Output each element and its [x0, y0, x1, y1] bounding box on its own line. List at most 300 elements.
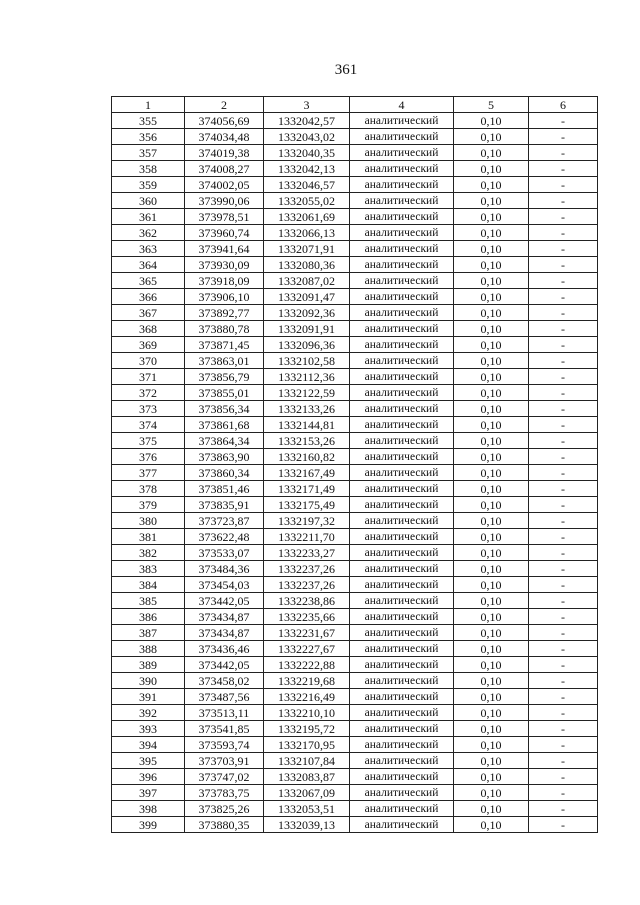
- method-cell: аналитический: [350, 385, 454, 401]
- note-cell: -: [529, 497, 598, 513]
- y-coordinate-cell: 1332039,13: [264, 817, 350, 833]
- y-coordinate-cell: 1332144,81: [264, 417, 350, 433]
- accuracy-cell: 0,10: [454, 209, 529, 225]
- method-cell: аналитический: [350, 161, 454, 177]
- x-coordinate-cell: 373880,35: [185, 817, 264, 833]
- y-coordinate-cell: 1332237,26: [264, 577, 350, 593]
- y-coordinate-cell: 1332040,35: [264, 145, 350, 161]
- note-cell: -: [529, 785, 598, 801]
- method-cell: аналитический: [350, 177, 454, 193]
- point-number-cell: 355: [112, 113, 185, 129]
- table-row: [112, 705, 598, 721]
- accuracy-cell: 0,10: [454, 401, 529, 417]
- x-coordinate-cell: 373703,91: [185, 753, 264, 769]
- note-cell: -: [529, 193, 598, 209]
- table-row: [112, 417, 598, 433]
- method-cell: аналитический: [350, 129, 454, 145]
- accuracy-cell: 0,10: [454, 177, 529, 193]
- x-coordinate-cell: 374008,27: [185, 161, 264, 177]
- point-number-cell: 398: [112, 801, 185, 817]
- note-cell: -: [529, 337, 598, 353]
- note-cell: -: [529, 561, 598, 577]
- x-coordinate-cell: 373454,03: [185, 577, 264, 593]
- x-coordinate-cell: 373835,91: [185, 497, 264, 513]
- point-number-cell: 389: [112, 657, 185, 673]
- table-row: [112, 785, 598, 801]
- method-cell: аналитический: [350, 417, 454, 433]
- y-coordinate-cell: 1332096,36: [264, 337, 350, 353]
- accuracy-cell: 0,10: [454, 577, 529, 593]
- accuracy-cell: 0,10: [454, 689, 529, 705]
- note-cell: -: [529, 401, 598, 417]
- table-row: [112, 577, 598, 593]
- table-row: [112, 161, 598, 177]
- accuracy-cell: 0,10: [454, 785, 529, 801]
- method-cell: аналитический: [350, 737, 454, 753]
- accuracy-cell: 0,10: [454, 593, 529, 609]
- x-coordinate-cell: 373855,01: [185, 385, 264, 401]
- accuracy-cell: 0,10: [454, 113, 529, 129]
- table-header-row: [112, 97, 598, 113]
- method-cell: аналитический: [350, 305, 454, 321]
- table-row: [112, 769, 598, 785]
- note-cell: -: [529, 273, 598, 289]
- note-cell: -: [529, 225, 598, 241]
- point-number-cell: 366: [112, 289, 185, 305]
- y-coordinate-cell: 1332219,68: [264, 673, 350, 689]
- method-cell: аналитический: [350, 225, 454, 241]
- point-number-cell: 356: [112, 129, 185, 145]
- note-cell: -: [529, 625, 598, 641]
- y-coordinate-cell: 1332067,09: [264, 785, 350, 801]
- note-cell: -: [529, 593, 598, 609]
- point-number-cell: 390: [112, 673, 185, 689]
- point-number-cell: 360: [112, 193, 185, 209]
- table-row: [112, 113, 598, 129]
- note-cell: -: [529, 449, 598, 465]
- x-coordinate-cell: 374002,05: [185, 177, 264, 193]
- accuracy-cell: 0,10: [454, 129, 529, 145]
- table-row: [112, 625, 598, 641]
- point-number-cell: 391: [112, 689, 185, 705]
- method-cell: аналитический: [350, 513, 454, 529]
- x-coordinate-cell: 373851,46: [185, 481, 264, 497]
- note-cell: -: [529, 465, 598, 481]
- y-coordinate-cell: 1332197,32: [264, 513, 350, 529]
- accuracy-cell: 0,10: [454, 449, 529, 465]
- x-coordinate-cell: 373513,11: [185, 705, 264, 721]
- y-coordinate-cell: 1332083,87: [264, 769, 350, 785]
- table-row: [112, 513, 598, 529]
- y-coordinate-cell: 1332092,36: [264, 305, 350, 321]
- note-cell: -: [529, 385, 598, 401]
- note-cell: -: [529, 289, 598, 305]
- accuracy-cell: 0,10: [454, 817, 529, 833]
- method-cell: аналитический: [350, 257, 454, 273]
- note-cell: -: [529, 689, 598, 705]
- point-number-cell: 374: [112, 417, 185, 433]
- y-coordinate-cell: 1332211,70: [264, 529, 350, 545]
- note-cell: -: [529, 657, 598, 673]
- point-number-cell: 359: [112, 177, 185, 193]
- accuracy-cell: 0,10: [454, 433, 529, 449]
- y-coordinate-cell: 1332087,02: [264, 273, 350, 289]
- note-cell: -: [529, 321, 598, 337]
- table-row: [112, 401, 598, 417]
- point-number-cell: 392: [112, 705, 185, 721]
- table-row: [112, 129, 598, 145]
- accuracy-cell: 0,10: [454, 769, 529, 785]
- y-coordinate-cell: 1332238,86: [264, 593, 350, 609]
- y-coordinate-cell: 1332122,59: [264, 385, 350, 401]
- note-cell: -: [529, 113, 598, 129]
- y-coordinate-cell: 1332043,02: [264, 129, 350, 145]
- y-coordinate-cell: 1332170,95: [264, 737, 350, 753]
- method-cell: аналитический: [350, 689, 454, 705]
- table-row: [112, 433, 598, 449]
- note-cell: -: [529, 673, 598, 689]
- table-body: [112, 113, 598, 833]
- table-row: [112, 801, 598, 817]
- accuracy-cell: 0,10: [454, 673, 529, 689]
- y-coordinate-cell: 1332195,72: [264, 721, 350, 737]
- note-cell: -: [529, 257, 598, 273]
- x-coordinate-cell: 373930,09: [185, 257, 264, 273]
- accuracy-cell: 0,10: [454, 321, 529, 337]
- table-row: [112, 273, 598, 289]
- y-coordinate-cell: 1332175,49: [264, 497, 350, 513]
- point-number-cell: 373: [112, 401, 185, 417]
- note-cell: -: [529, 369, 598, 385]
- x-coordinate-cell: 373860,34: [185, 465, 264, 481]
- accuracy-cell: 0,10: [454, 561, 529, 577]
- note-cell: -: [529, 609, 598, 625]
- note-cell: -: [529, 737, 598, 753]
- coordinates-table: [111, 96, 598, 833]
- note-cell: -: [529, 417, 598, 433]
- method-cell: аналитический: [350, 497, 454, 513]
- note-cell: -: [529, 705, 598, 721]
- x-coordinate-cell: 373593,74: [185, 737, 264, 753]
- y-coordinate-cell: 1332042,13: [264, 161, 350, 177]
- y-coordinate-cell: 1332153,26: [264, 433, 350, 449]
- x-coordinate-cell: 373863,90: [185, 449, 264, 465]
- table-row: [112, 465, 598, 481]
- x-coordinate-cell: 374034,48: [185, 129, 264, 145]
- x-coordinate-cell: 373484,36: [185, 561, 264, 577]
- accuracy-cell: 0,10: [454, 753, 529, 769]
- accuracy-cell: 0,10: [454, 273, 529, 289]
- note-cell: -: [529, 513, 598, 529]
- x-coordinate-cell: 374019,38: [185, 145, 264, 161]
- accuracy-cell: 0,10: [454, 289, 529, 305]
- method-cell: аналитический: [350, 561, 454, 577]
- point-number-cell: 368: [112, 321, 185, 337]
- y-coordinate-cell: 1332055,02: [264, 193, 350, 209]
- x-coordinate-cell: 373533,07: [185, 545, 264, 561]
- x-coordinate-cell: 373442,05: [185, 593, 264, 609]
- point-number-cell: 377: [112, 465, 185, 481]
- table-row: [112, 369, 598, 385]
- accuracy-cell: 0,10: [454, 705, 529, 721]
- y-coordinate-cell: 1332112,36: [264, 369, 350, 385]
- point-number-cell: 397: [112, 785, 185, 801]
- method-cell: аналитический: [350, 273, 454, 289]
- point-number-cell: 367: [112, 305, 185, 321]
- point-number-cell: 372: [112, 385, 185, 401]
- method-cell: аналитический: [350, 577, 454, 593]
- accuracy-cell: 0,10: [454, 241, 529, 257]
- table-row: [112, 209, 598, 225]
- column-header-5: 5: [454, 97, 529, 113]
- column-header-4: 4: [350, 97, 454, 113]
- column-header-2: 2: [185, 97, 264, 113]
- accuracy-cell: 0,10: [454, 193, 529, 209]
- table-row: [112, 657, 598, 673]
- point-number-cell: 369: [112, 337, 185, 353]
- y-coordinate-cell: 1332091,91: [264, 321, 350, 337]
- point-number-cell: 371: [112, 369, 185, 385]
- note-cell: -: [529, 817, 598, 833]
- point-number-cell: 396: [112, 769, 185, 785]
- accuracy-cell: 0,10: [454, 417, 529, 433]
- accuracy-cell: 0,10: [454, 257, 529, 273]
- method-cell: аналитический: [350, 657, 454, 673]
- x-coordinate-cell: 373723,87: [185, 513, 264, 529]
- method-cell: аналитический: [350, 209, 454, 225]
- accuracy-cell: 0,10: [454, 161, 529, 177]
- y-coordinate-cell: 1332133,26: [264, 401, 350, 417]
- table-row: [112, 593, 598, 609]
- point-number-cell: 358: [112, 161, 185, 177]
- note-cell: -: [529, 433, 598, 449]
- accuracy-cell: 0,10: [454, 545, 529, 561]
- point-number-cell: 385: [112, 593, 185, 609]
- point-number-cell: 375: [112, 433, 185, 449]
- accuracy-cell: 0,10: [454, 145, 529, 161]
- x-coordinate-cell: 373960,74: [185, 225, 264, 241]
- point-number-cell: 365: [112, 273, 185, 289]
- x-coordinate-cell: 373990,06: [185, 193, 264, 209]
- page-number: 361: [334, 62, 358, 78]
- table-row: [112, 737, 598, 753]
- note-cell: -: [529, 241, 598, 257]
- method-cell: аналитический: [350, 113, 454, 129]
- note-cell: -: [529, 769, 598, 785]
- point-number-cell: 376: [112, 449, 185, 465]
- x-coordinate-cell: 373864,34: [185, 433, 264, 449]
- y-coordinate-cell: 1332102,58: [264, 353, 350, 369]
- accuracy-cell: 0,10: [454, 305, 529, 321]
- method-cell: аналитический: [350, 673, 454, 689]
- table-row: [112, 145, 598, 161]
- y-coordinate-cell: 1332167,49: [264, 465, 350, 481]
- x-coordinate-cell: 373622,48: [185, 529, 264, 545]
- point-number-cell: 387: [112, 625, 185, 641]
- method-cell: аналитический: [350, 785, 454, 801]
- x-coordinate-cell: 373892,77: [185, 305, 264, 321]
- accuracy-cell: 0,10: [454, 481, 529, 497]
- y-coordinate-cell: 1332066,13: [264, 225, 350, 241]
- table-row: [112, 321, 598, 337]
- method-cell: аналитический: [350, 481, 454, 497]
- x-coordinate-cell: 373436,46: [185, 641, 264, 657]
- table-row: [112, 609, 598, 625]
- x-coordinate-cell: 373856,79: [185, 369, 264, 385]
- y-coordinate-cell: 1332237,26: [264, 561, 350, 577]
- point-number-cell: 361: [112, 209, 185, 225]
- y-coordinate-cell: 1332227,67: [264, 641, 350, 657]
- method-cell: аналитический: [350, 369, 454, 385]
- x-coordinate-cell: 373487,56: [185, 689, 264, 705]
- method-cell: аналитический: [350, 465, 454, 481]
- method-cell: аналитический: [350, 609, 454, 625]
- x-coordinate-cell: 373880,78: [185, 321, 264, 337]
- table-row: [112, 241, 598, 257]
- x-coordinate-cell: 373442,05: [185, 657, 264, 673]
- method-cell: аналитический: [350, 721, 454, 737]
- x-coordinate-cell: 373906,10: [185, 289, 264, 305]
- table-row: [112, 641, 598, 657]
- table-row: [112, 673, 598, 689]
- method-cell: аналитический: [350, 401, 454, 417]
- x-coordinate-cell: 373434,87: [185, 609, 264, 625]
- note-cell: -: [529, 545, 598, 561]
- point-number-cell: 393: [112, 721, 185, 737]
- point-number-cell: 378: [112, 481, 185, 497]
- table-row: [112, 305, 598, 321]
- method-cell: аналитический: [350, 145, 454, 161]
- accuracy-cell: 0,10: [454, 497, 529, 513]
- y-coordinate-cell: 1332231,67: [264, 625, 350, 641]
- method-cell: аналитический: [350, 641, 454, 657]
- method-cell: аналитический: [350, 753, 454, 769]
- x-coordinate-cell: 373863,01: [185, 353, 264, 369]
- point-number-cell: 394: [112, 737, 185, 753]
- x-coordinate-cell: 373434,87: [185, 625, 264, 641]
- y-coordinate-cell: 1332216,49: [264, 689, 350, 705]
- method-cell: аналитический: [350, 529, 454, 545]
- method-cell: аналитический: [350, 433, 454, 449]
- x-coordinate-cell: 373978,51: [185, 209, 264, 225]
- point-number-cell: 384: [112, 577, 185, 593]
- x-coordinate-cell: 373541,85: [185, 721, 264, 737]
- table-row: [112, 497, 598, 513]
- y-coordinate-cell: 1332091,47: [264, 289, 350, 305]
- y-coordinate-cell: 1332046,57: [264, 177, 350, 193]
- accuracy-cell: 0,10: [454, 801, 529, 817]
- method-cell: аналитический: [350, 449, 454, 465]
- y-coordinate-cell: 1332160,82: [264, 449, 350, 465]
- y-coordinate-cell: 1332042,57: [264, 113, 350, 129]
- note-cell: -: [529, 353, 598, 369]
- method-cell: аналитический: [350, 769, 454, 785]
- y-coordinate-cell: 1332235,66: [264, 609, 350, 625]
- table-row: [112, 817, 598, 833]
- x-coordinate-cell: 373856,34: [185, 401, 264, 417]
- x-coordinate-cell: 373941,64: [185, 241, 264, 257]
- table-row: [112, 545, 598, 561]
- y-coordinate-cell: 1332222,88: [264, 657, 350, 673]
- y-coordinate-cell: 1332210,10: [264, 705, 350, 721]
- accuracy-cell: 0,10: [454, 609, 529, 625]
- point-number-cell: 382: [112, 545, 185, 561]
- table-row: [112, 257, 598, 273]
- y-coordinate-cell: 1332071,91: [264, 241, 350, 257]
- table-row: [112, 337, 598, 353]
- method-cell: аналитический: [350, 337, 454, 353]
- method-cell: аналитический: [350, 705, 454, 721]
- point-number-cell: 357: [112, 145, 185, 161]
- point-number-cell: 363: [112, 241, 185, 257]
- note-cell: -: [529, 129, 598, 145]
- note-cell: -: [529, 721, 598, 737]
- column-header-1: 1: [112, 97, 185, 113]
- table-row: [112, 753, 598, 769]
- accuracy-cell: 0,10: [454, 353, 529, 369]
- point-number-cell: 364: [112, 257, 185, 273]
- table-row: [112, 289, 598, 305]
- accuracy-cell: 0,10: [454, 369, 529, 385]
- y-coordinate-cell: 1332107,84: [264, 753, 350, 769]
- point-number-cell: 362: [112, 225, 185, 241]
- method-cell: аналитический: [350, 801, 454, 817]
- table-row: [112, 225, 598, 241]
- x-coordinate-cell: 373871,45: [185, 337, 264, 353]
- column-header-6: 6: [529, 97, 598, 113]
- note-cell: -: [529, 305, 598, 321]
- point-number-cell: 386: [112, 609, 185, 625]
- x-coordinate-cell: 373747,02: [185, 769, 264, 785]
- point-number-cell: 395: [112, 753, 185, 769]
- y-coordinate-cell: 1332080,36: [264, 257, 350, 273]
- table-row: [112, 177, 598, 193]
- accuracy-cell: 0,10: [454, 641, 529, 657]
- accuracy-cell: 0,10: [454, 625, 529, 641]
- note-cell: -: [529, 801, 598, 817]
- x-coordinate-cell: 373918,09: [185, 273, 264, 289]
- y-coordinate-cell: 1332061,69: [264, 209, 350, 225]
- method-cell: аналитический: [350, 625, 454, 641]
- note-cell: -: [529, 753, 598, 769]
- point-number-cell: 380: [112, 513, 185, 529]
- table-row: [112, 449, 598, 465]
- note-cell: -: [529, 209, 598, 225]
- note-cell: -: [529, 177, 598, 193]
- method-cell: аналитический: [350, 817, 454, 833]
- method-cell: аналитический: [350, 353, 454, 369]
- method-cell: аналитический: [350, 289, 454, 305]
- x-coordinate-cell: 373783,75: [185, 785, 264, 801]
- note-cell: -: [529, 641, 598, 657]
- note-cell: -: [529, 145, 598, 161]
- table-row: [112, 193, 598, 209]
- method-cell: аналитический: [350, 193, 454, 209]
- y-coordinate-cell: 1332053,51: [264, 801, 350, 817]
- column-header-3: 3: [264, 97, 350, 113]
- y-coordinate-cell: 1332233,27: [264, 545, 350, 561]
- accuracy-cell: 0,10: [454, 225, 529, 241]
- accuracy-cell: 0,10: [454, 529, 529, 545]
- point-number-cell: 388: [112, 641, 185, 657]
- table-row: [112, 529, 598, 545]
- method-cell: аналитический: [350, 241, 454, 257]
- point-number-cell: 379: [112, 497, 185, 513]
- accuracy-cell: 0,10: [454, 513, 529, 529]
- note-cell: -: [529, 577, 598, 593]
- point-number-cell: 381: [112, 529, 185, 545]
- table-row: [112, 561, 598, 577]
